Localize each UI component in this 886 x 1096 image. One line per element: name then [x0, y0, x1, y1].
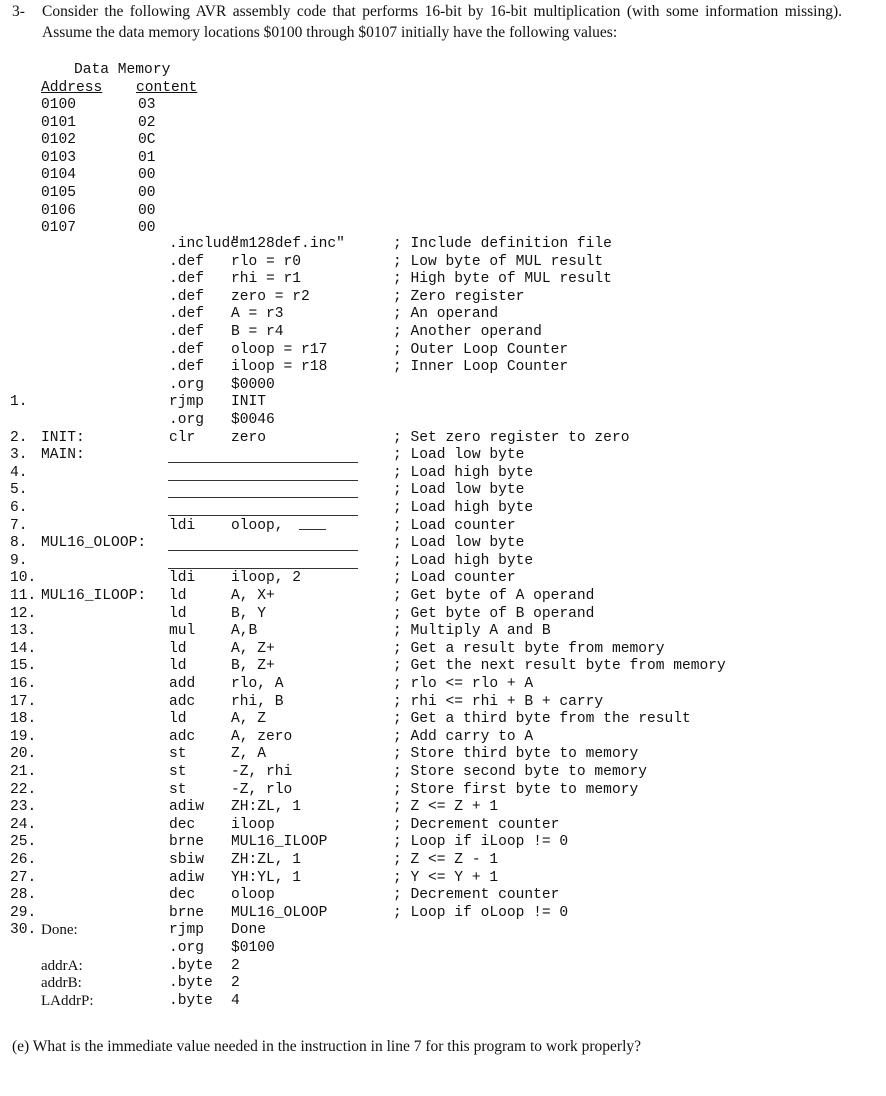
code-comment: ; Load high byte: [393, 500, 534, 516]
code-operand: $0046: [231, 412, 275, 428]
line-number: 4.: [10, 464, 28, 481]
line-number: 12.: [10, 605, 37, 622]
code-line: [0, 412, 886, 430]
code-line: [0, 482, 886, 500]
code-comment: ; Include definition file: [393, 236, 612, 252]
memory-address: 0107: [41, 220, 77, 237]
code-line: [0, 993, 886, 1011]
code-label: addrA:: [41, 957, 83, 974]
line-number: 6.: [10, 500, 28, 516]
code-comment: ; Load low byte: [393, 535, 525, 552]
code-line: [0, 306, 886, 324]
line-number: 3.: [10, 447, 28, 464]
code-operand: A, zero: [231, 728, 293, 745]
code-comment: ; Load high byte: [393, 552, 534, 569]
line-number: 25.: [10, 834, 37, 851]
code-operand: B, Y: [231, 605, 267, 622]
code-operand: 2: [231, 975, 240, 992]
question-part-e: (e) What is the immediate value needed in the instruction in line 7 for this program to work properly?: [12, 1038, 642, 1055]
line-number: 21.: [10, 764, 37, 780]
code-line: [0, 711, 886, 729]
code-line: [0, 905, 886, 923]
code-line: [0, 324, 886, 342]
code-operand: oloop,: [231, 517, 284, 534]
code-comment: ; Decrement counter: [393, 887, 560, 904]
code-operand: 2: [231, 957, 240, 974]
code-line: [0, 570, 886, 588]
code-line: [0, 430, 886, 448]
code-mnemonic: .org: [169, 376, 205, 393]
code-comment: ; Load low byte: [393, 447, 525, 464]
code-operand: $0100: [231, 940, 275, 956]
code-line: [0, 500, 886, 518]
code-operand: MUL16_OLOOP: [231, 904, 328, 921]
code-operand: MUL16_ILOOP: [231, 834, 328, 851]
answer-blank-line: [168, 550, 358, 551]
memory-content: 02: [138, 114, 156, 131]
code-operand: rlo, A: [231, 676, 284, 692]
question-intro: [12, 2, 842, 43]
code-operand: iloop, 2: [231, 570, 302, 587]
code-comment: ; Store first byte to memory: [393, 781, 639, 798]
code-operand: YH:YL, 1: [231, 869, 302, 886]
code-line: [0, 623, 886, 641]
code-mnemonic: .def: [169, 341, 205, 358]
code-mnemonic: ld: [169, 588, 187, 604]
memory-content: 01: [138, 149, 156, 166]
code-mnemonic: mul: [169, 623, 196, 640]
line-number: 2.: [10, 429, 28, 446]
code-mnemonic: ld: [169, 711, 187, 728]
code-label: LAddrP:: [41, 992, 94, 1009]
code-line: [0, 465, 886, 483]
line-number: 17.: [10, 693, 37, 710]
code-line: [0, 764, 886, 782]
code-comment: ; Z <= Z + 1: [393, 799, 499, 816]
line-number: 8.: [10, 535, 28, 552]
code-operand: iloop: [231, 816, 275, 833]
code-mnemonic: adiw: [169, 799, 205, 816]
memory-address: 0105: [41, 185, 77, 201]
code-line: [0, 958, 886, 976]
code-operand: 4: [231, 992, 240, 1009]
question-number: 3-: [12, 3, 25, 20]
code-operand: Done: [231, 922, 267, 939]
code-line: [0, 641, 886, 659]
code-mnemonic: .include: [169, 236, 240, 252]
code-mnemonic: adc: [169, 693, 196, 710]
code-mnemonic: clr: [169, 429, 196, 446]
code-line: [0, 746, 886, 764]
code-mnemonic: dec: [169, 816, 196, 833]
code-mnemonic: .org: [169, 412, 205, 428]
code-operand: oloop: [231, 887, 275, 904]
code-mnemonic: .def: [169, 288, 205, 305]
code-mnemonic: .def: [169, 324, 205, 340]
code-mnemonic: .byte: [169, 957, 213, 974]
code-line: [0, 817, 886, 835]
code-line: [0, 289, 886, 307]
code-operand: rlo = r0: [231, 253, 302, 270]
code-operand: Z, A: [231, 746, 267, 763]
code-comment: ; Get byte of A operand: [393, 588, 595, 604]
code-line: [0, 694, 886, 712]
code-comment: ; rlo <= rlo + A: [393, 676, 534, 692]
code-operand: A = r3: [231, 306, 284, 323]
line-number: 22.: [10, 781, 37, 798]
code-line: [0, 887, 886, 905]
code-mnemonic: rjmp: [169, 922, 205, 939]
code-line: [0, 535, 886, 553]
code-line: [0, 782, 886, 800]
line-number: 27.: [10, 869, 37, 886]
code-mnemonic: .byte: [169, 992, 213, 1009]
code-line: [0, 658, 886, 676]
data-memory-content-header: content: [136, 80, 198, 96]
code-comment: ; Load counter: [393, 517, 516, 534]
line-number: 11.: [10, 588, 37, 604]
line-number: 5.: [10, 482, 28, 499]
data-memory-title: Data Memory: [74, 62, 171, 78]
code-operand: "m128def.inc": [231, 236, 345, 252]
line-number: 13.: [10, 623, 37, 640]
code-label: addrB:: [41, 975, 82, 992]
code-mnemonic: .def: [169, 271, 205, 288]
code-operand: -Z, rlo: [231, 781, 293, 798]
code-comment: ; Zero register: [393, 288, 525, 305]
code-comment: ; Z <= Z - 1: [393, 852, 499, 868]
code-line: [0, 975, 886, 993]
code-operand: A, Z+: [231, 640, 275, 657]
code-mnemonic: brne: [169, 904, 205, 921]
code-line: [0, 447, 886, 465]
code-operand: rhi = r1: [231, 271, 302, 288]
code-line: [0, 254, 886, 272]
code-line: [0, 588, 886, 606]
code-operand: -Z, rhi: [231, 764, 293, 780]
memory-content: 00: [138, 220, 156, 237]
code-mnemonic: .org: [169, 940, 205, 956]
line-number: 24.: [10, 816, 37, 833]
code-mnemonic: dec: [169, 887, 196, 904]
data-memory-address-header: Address: [41, 80, 103, 96]
question-text: Consider the following AVR assembly code that performs 16-bit by 16-bit multiplication (with some information missing). Assume the data memory locations $0100 through $0107 initially have the following values:: [42, 3, 842, 41]
code-comment: ; rhi <= rhi + B + carry: [393, 693, 604, 710]
code-operand: ZH:ZL, 1: [231, 799, 302, 816]
line-number: 26.: [10, 852, 37, 868]
code-operand: A,B: [231, 623, 258, 640]
code-line: [0, 359, 886, 377]
code-comment: ; Outer Loop Counter: [393, 341, 569, 358]
code-mnemonic: adc: [169, 728, 196, 745]
code-comment: ; Low byte of MUL result: [393, 253, 604, 270]
code-operand: zero = r2: [231, 288, 310, 305]
answer-blank-short: [299, 529, 326, 530]
code-comment: ; Set zero register to zero: [393, 429, 630, 446]
code-line: [0, 553, 886, 571]
code-mnemonic: sbiw: [169, 852, 205, 868]
code-comment: ; Another operand: [393, 324, 542, 340]
code-comment: ; Load high byte: [393, 464, 534, 481]
code-operand: zero: [231, 429, 267, 446]
code-mnemonic: st: [169, 781, 187, 798]
code-mnemonic: rjmp: [169, 394, 205, 411]
line-number: 23.: [10, 799, 37, 816]
code-line: [0, 271, 886, 289]
code-operand: INIT: [231, 394, 267, 411]
code-comment: ; Loop if iLoop != 0: [393, 834, 569, 851]
code-line: [0, 852, 886, 870]
code-mnemonic: adiw: [169, 869, 205, 886]
line-number: 9.: [10, 552, 28, 569]
code-comment: ; Get a third byte from the result: [393, 711, 691, 728]
memory-content: 00: [138, 167, 156, 184]
code-line: [0, 377, 886, 395]
code-comment: ; Get a result byte from memory: [393, 640, 665, 657]
code-comment: ; Store third byte to memory: [393, 746, 639, 763]
code-comment: ; Inner Loop Counter: [393, 359, 569, 376]
memory-content: 00: [138, 185, 156, 201]
code-label: Done:: [41, 922, 78, 939]
memory-content: 03: [138, 97, 156, 113]
code-operand: iloop = r18: [231, 359, 328, 376]
memory-address: 0104: [41, 167, 77, 184]
line-number: 20.: [10, 746, 37, 763]
memory-address: 0102: [41, 132, 77, 149]
code-operand: A, X+: [231, 588, 275, 604]
code-comment: ; Load low byte: [393, 482, 525, 499]
code-line: [0, 606, 886, 624]
code-line: [0, 518, 886, 536]
memory-address: 0101: [41, 114, 77, 131]
answer-blank-line: [168, 497, 358, 498]
answer-blank-line: [168, 462, 358, 463]
code-mnemonic: .def: [169, 306, 205, 323]
code-line: [0, 236, 886, 254]
line-number: 14.: [10, 640, 37, 657]
code-line: [0, 729, 886, 747]
line-number: 29.: [10, 904, 37, 921]
answer-blank-line: [168, 515, 358, 516]
line-number: 15.: [10, 658, 37, 675]
code-comment: ; High byte of MUL result: [393, 271, 612, 288]
code-comment: ; Add carry to A: [393, 728, 534, 745]
code-label: INIT:: [41, 429, 85, 446]
code-line: [0, 676, 886, 694]
code-comment: ; Store second byte to memory: [393, 764, 647, 780]
code-operand: $0000: [231, 376, 275, 393]
code-operand: ZH:ZL, 1: [231, 852, 302, 868]
code-operand: oloop = r17: [231, 341, 328, 358]
code-mnemonic: ld: [169, 658, 187, 675]
memory-content: 0C: [138, 132, 156, 149]
code-comment: ; An operand: [393, 306, 499, 323]
memory-content: 00: [138, 202, 156, 219]
code-comment: ; Multiply A and B: [393, 623, 551, 640]
code-comment: ; Y <= Y + 1: [393, 869, 499, 886]
code-comment: ; Decrement counter: [393, 816, 560, 833]
answer-blank-line: [168, 480, 358, 481]
code-mnemonic: ld: [169, 640, 187, 657]
code-mnemonic: st: [169, 746, 187, 763]
code-comment: ; Loop if oLoop != 0: [393, 904, 569, 921]
code-line: [0, 870, 886, 888]
line-number: 1.: [10, 394, 28, 411]
code-operand: A, Z: [231, 711, 267, 728]
code-mnemonic: st: [169, 764, 187, 780]
line-number: 19.: [10, 728, 37, 745]
line-number: 18.: [10, 711, 37, 728]
memory-address: 0106: [41, 202, 77, 219]
code-label: MUL16_ILOOP:: [41, 588, 147, 604]
code-line: [0, 394, 886, 412]
answer-blank-line: [168, 568, 358, 569]
code-operand: B, Z+: [231, 658, 275, 675]
code-line: [0, 922, 886, 940]
line-number: 10.: [10, 570, 37, 587]
code-operand: rhi, B: [231, 693, 284, 710]
memory-address: 0103: [41, 149, 77, 166]
code-comment: ; Load counter: [393, 570, 516, 587]
code-mnemonic: ldi: [169, 570, 196, 587]
code-mnemonic: .def: [169, 359, 205, 376]
code-comment: ; Get the next result byte from memory: [393, 658, 726, 675]
code-line: [0, 940, 886, 958]
code-label: MAIN:: [41, 447, 85, 464]
code-line: [0, 799, 886, 817]
code-mnemonic: ld: [169, 605, 187, 622]
code-line: [0, 342, 886, 360]
memory-address: 0100: [41, 97, 77, 113]
line-number: 28.: [10, 887, 37, 904]
code-mnemonic: .byte: [169, 975, 213, 992]
code-line: [0, 834, 886, 852]
line-number: 30.: [10, 922, 37, 939]
line-number: 16.: [10, 676, 37, 692]
code-mnemonic: add: [169, 676, 196, 692]
code-mnemonic: .def: [169, 253, 205, 270]
code-mnemonic: ldi: [169, 517, 196, 534]
code-label: MUL16_OLOOP:: [41, 535, 147, 552]
code-mnemonic: brne: [169, 834, 205, 851]
code-operand: B = r4: [231, 324, 284, 340]
line-number: 7.: [10, 517, 28, 534]
code-comment: ; Get byte of B operand: [393, 605, 595, 622]
